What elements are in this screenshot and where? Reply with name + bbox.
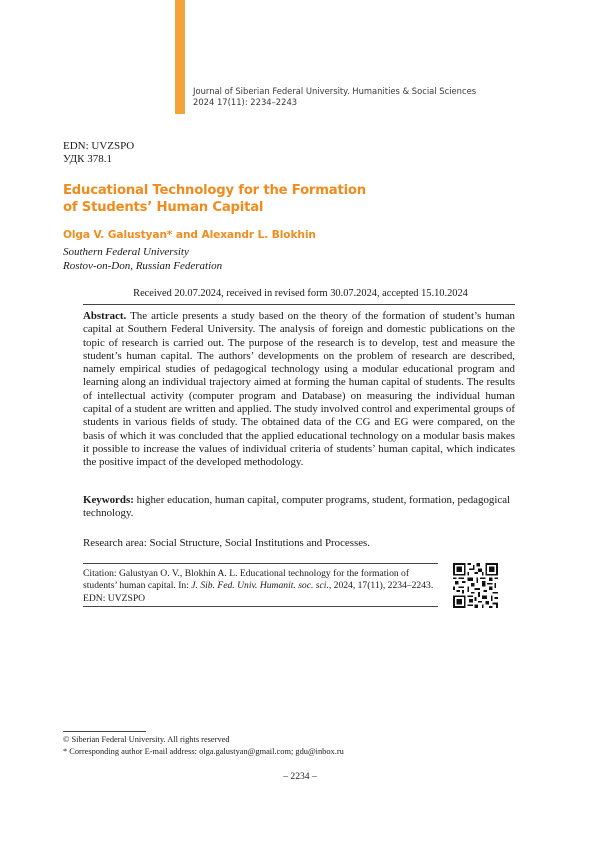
abstract-top-rule [83, 304, 515, 305]
footnote-copyright: © Siberian Federal University. All rights reserved [63, 735, 230, 744]
citation-text: Citation: Galustyan O. V., Blokhin A. L. Educational technology for the formation of students’ human capital. In: [83, 568, 410, 592]
footnote-rule [63, 731, 146, 732]
title-line-2: of Students’ Human Capital [63, 200, 264, 215]
citation-volume: , 2024, 17(11), 2234–2243. [328, 580, 434, 592]
abstract-label: Abstract. [83, 310, 127, 322]
citation-edn: EDN: UVZSPO [83, 592, 146, 604]
keywords [83, 494, 515, 521]
orange-accent-bar [175, 0, 185, 114]
journal-issue: 2024 17(11): 2234–2243 [193, 97, 298, 107]
citation-journal: J. Sib. Fed. Univ. Humanit. soc. sci. [191, 580, 329, 592]
affiliation-location: Rostov-on-Don, Russian Federation [63, 260, 223, 272]
authors: Olga V. Galustyan* and Alexandr L. Blokhin [63, 229, 316, 241]
page-number: – 2234 – [283, 771, 317, 782]
keywords-text: higher education, human capital, computer programs, student, formation, pedagogical technology. [83, 494, 511, 520]
citation-bottom-rule [83, 606, 438, 607]
journal-header [193, 86, 493, 108]
affiliation-university: Southern Federal University [63, 246, 189, 258]
title-line-1: Educational Technology for the Formation [63, 183, 366, 198]
citation [83, 568, 438, 605]
keywords-label: Keywords: [83, 494, 134, 506]
article-title [63, 182, 503, 216]
abstract [83, 310, 515, 470]
citation-top-rule [83, 563, 438, 564]
udk-id: УДК 378.1 [63, 153, 113, 165]
journal-name: Journal of Siberian Federal University. Humanities & Social Sciences [193, 86, 477, 96]
research-area: Research area: Social Structure, Social Institutions and Processes. [83, 537, 371, 549]
abstract-text: The article presents a study based on the theory of the formation of student’s human capital at Southern Federal University. The analysis of foreign and domestic publications on the topic of research is carried out. The purpose of the research is to develop, test and measure the student’s human capital. The authors’ developments on the problem of research are described, namely empirical studies of pedagogical technology using a modular educational program and learning along an individual trajectory aimed at forming the human capital of students. The results of intellectual activity (computer program and Database) on measuring the individual human capital of a student are written and applied. The study involved control and experimental groups of students in various fields of study. The obtained data of the CG and EG were compared, on the basis of which it was concluded that the applied educational technology on a modular basis makes it possible to increase the values of individual criteria of students’ human capital, which indicates the positive impact of the developed methodology. [83, 310, 516, 469]
qr-code-icon [453, 563, 498, 608]
affiliation [63, 245, 222, 273]
footnote-corresponding: * Corresponding author E-mail address: olga.galustyan@gmail.com; gdu@inbox.ru [63, 746, 344, 756]
edn-id: EDN: UVZSPO [63, 140, 135, 152]
identifiers [63, 140, 134, 166]
footnotes [63, 734, 344, 757]
received-dates: Received 20.07.2024, received in revised form 30.07.2024, accepted 15.10.2024 [133, 288, 468, 299]
